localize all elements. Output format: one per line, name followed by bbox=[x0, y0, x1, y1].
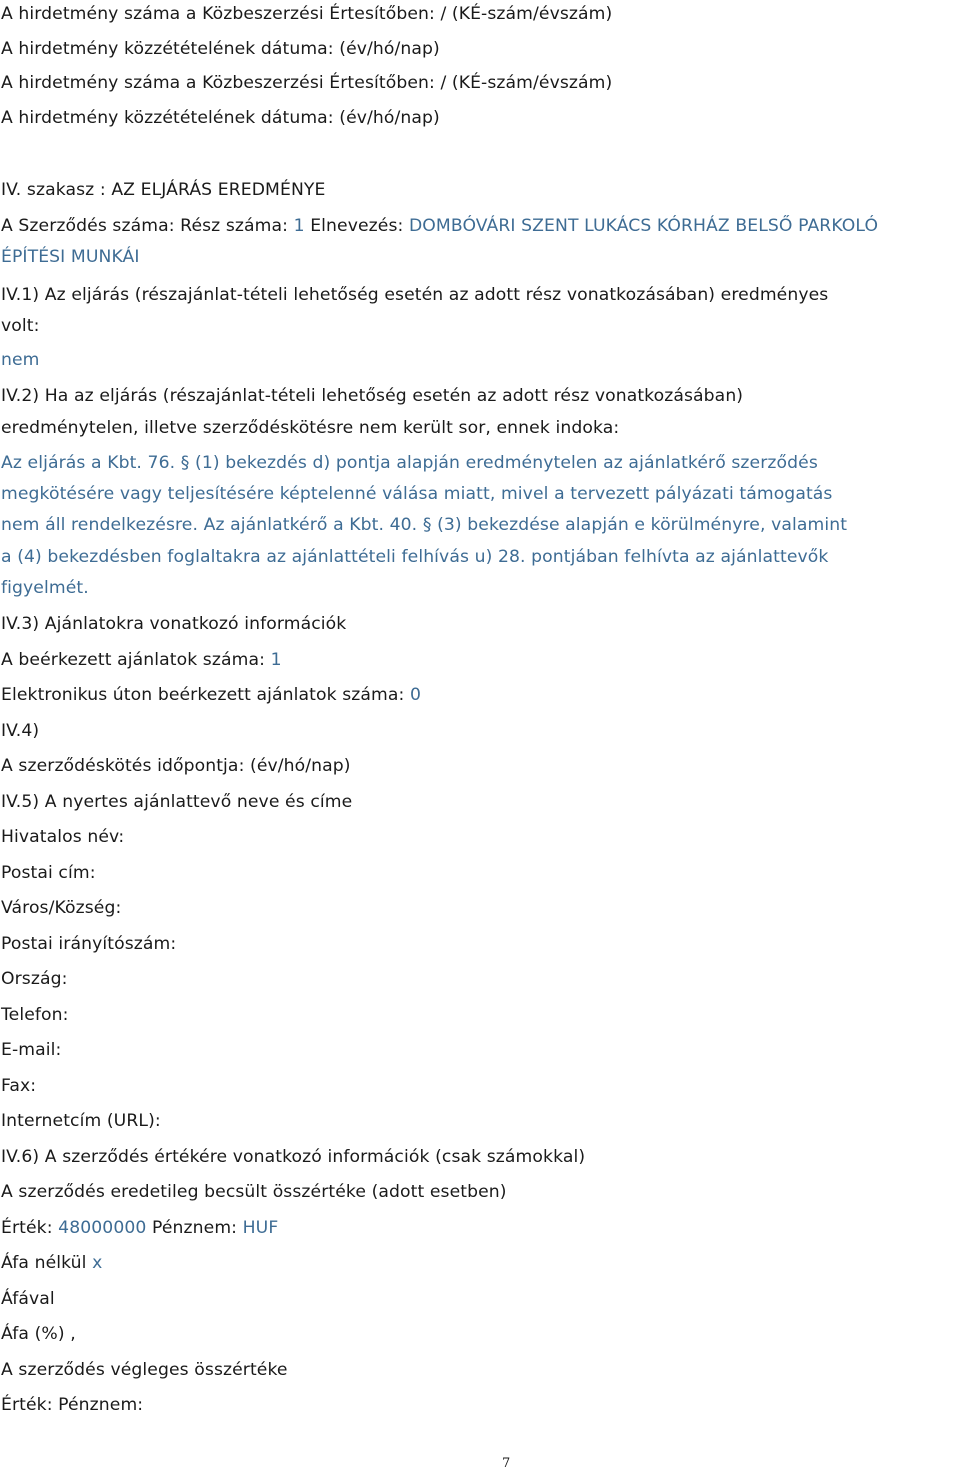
estimated-value-line bbox=[1, 1217, 278, 1239]
iv2-question: IV.2) Ha az eljárás (részajánlat-tételi lehetőség esetén az adott rész vonatkozásában) bbox=[1, 386, 744, 406]
without-vat-mark: x bbox=[92, 1253, 103, 1273]
iv3-title: IV.3) Ajánlatokra vonatkozó információk bbox=[1, 614, 347, 634]
url-label: Internetcím (URL): bbox=[1, 1111, 161, 1131]
part-number: 1 bbox=[293, 216, 305, 236]
iv2-reason-1: Az eljárás a Kbt. 76. § (1) bekezdés d) pontja alapján eredménytelen az ajánlatkérő szerződés bbox=[1, 453, 818, 473]
final-value-label: A szerződés végleges összértéke bbox=[1, 1360, 288, 1380]
electronic-offers-line bbox=[1, 684, 421, 706]
vat-percent-label: Áfa (%) , bbox=[1, 1324, 76, 1344]
estimated-value-label: A szerződés eredetileg becsült összértéke (adott esetben) bbox=[1, 1182, 507, 1202]
country-label: Ország: bbox=[1, 969, 68, 989]
iv2-reason-3: nem áll rendelkezésre. Az ajánlatkérő a Kbt. 40. § (3) bekezdése alapján e körülményre, valamint bbox=[1, 515, 848, 535]
official-name-label: Hivatalos név: bbox=[1, 827, 125, 847]
iv5-title: IV.5) A nyertes ajánlattevő neve és címe bbox=[1, 792, 353, 812]
without-vat-line bbox=[1, 1252, 102, 1274]
value-amount: 48000000 bbox=[58, 1218, 147, 1238]
with-vat-label: Áfával bbox=[1, 1289, 55, 1309]
city-label: Város/Község: bbox=[1, 898, 122, 918]
section-title: IV. szakasz : AZ ELJÁRÁS EREDMÉNYE bbox=[1, 180, 326, 200]
iv4-title: IV.4) bbox=[1, 721, 40, 741]
phone-label: Telefon: bbox=[1, 1005, 69, 1025]
currency-label: Pénznem: bbox=[146, 1218, 243, 1238]
currency-value: HUF bbox=[242, 1218, 279, 1238]
notice-number-line: A hirdetmény száma a Közbeszerzési Értesítőben: / (KÉ-szám/évszám) bbox=[1, 4, 613, 24]
electronic-offers-label: Elektronikus úton beérkezett ajánlatok száma: bbox=[1, 685, 410, 705]
iv2-reason-4: a (4) bekezdésben foglaltakra az ajánlattételi felhívás u) 28. pontjában felhívta az ajánlattevők bbox=[1, 547, 829, 567]
received-offers-value: 1 bbox=[270, 650, 282, 670]
publication-date-line-2: A hirdetmény közzétételének dátuma: (év/hó/nap) bbox=[1, 108, 440, 128]
page-number: 7 bbox=[502, 1456, 511, 1471]
received-offers-label: A beérkezett ajánlatok száma: bbox=[1, 650, 271, 670]
contract-date-line: A szerződéskötés időpontja: (év/hó/nap) bbox=[1, 756, 351, 776]
contract-label: A Szerződés száma: Rész száma: bbox=[1, 216, 294, 236]
postal-code-label: Postai irányítószám: bbox=[1, 934, 177, 954]
contract-name-1: DOMBÓVÁRI SZENT LUKÁCS KÓRHÁZ BELSŐ PARKOLÓ bbox=[408, 216, 879, 236]
notice-number-line-2: A hirdetmény száma a Közbeszerzési Értesítőben: / (KÉ-szám/évszám) bbox=[1, 73, 613, 93]
final-value-line: Érték: Pénznem: bbox=[1, 1395, 144, 1415]
without-vat-label: Áfa nélkül bbox=[1, 1253, 93, 1273]
contract-line bbox=[1, 215, 878, 237]
electronic-offers-value: 0 bbox=[409, 685, 421, 705]
iv2-reason-2: megkötésére vagy teljesítésére képtelenné válása miatt, mivel a tervezett pályázati támogatás bbox=[1, 484, 833, 504]
publication-date-line: A hirdetmény közzétételének dátuma: (év/hó/nap) bbox=[1, 39, 440, 59]
postal-address-label: Postai cím: bbox=[1, 863, 96, 883]
iv1-answer: nem bbox=[1, 350, 40, 370]
name-label: Elnevezés: bbox=[304, 216, 409, 236]
iv1-question-2: volt: bbox=[1, 316, 40, 336]
contract-name-2: ÉPÍTÉSI MUNKÁI bbox=[1, 247, 140, 267]
email-label: E-mail: bbox=[1, 1040, 62, 1060]
iv1-question: IV.1) Az eljárás (részajánlat-tételi lehetőség esetén az adott rész vonatkozásában) eredményes bbox=[1, 285, 829, 305]
received-offers-line bbox=[1, 649, 282, 671]
iv2-reason-5: figyelmét. bbox=[1, 578, 89, 598]
value-label: Érték: bbox=[1, 1218, 59, 1238]
iv2-question-2: eredménytelen, illetve szerződéskötésre nem került sor, ennek indoka: bbox=[1, 418, 620, 438]
fax-label: Fax: bbox=[1, 1076, 37, 1096]
iv6-title: IV.6) A szerződés értékére vonatkozó információk (csak számokkal) bbox=[1, 1147, 586, 1167]
